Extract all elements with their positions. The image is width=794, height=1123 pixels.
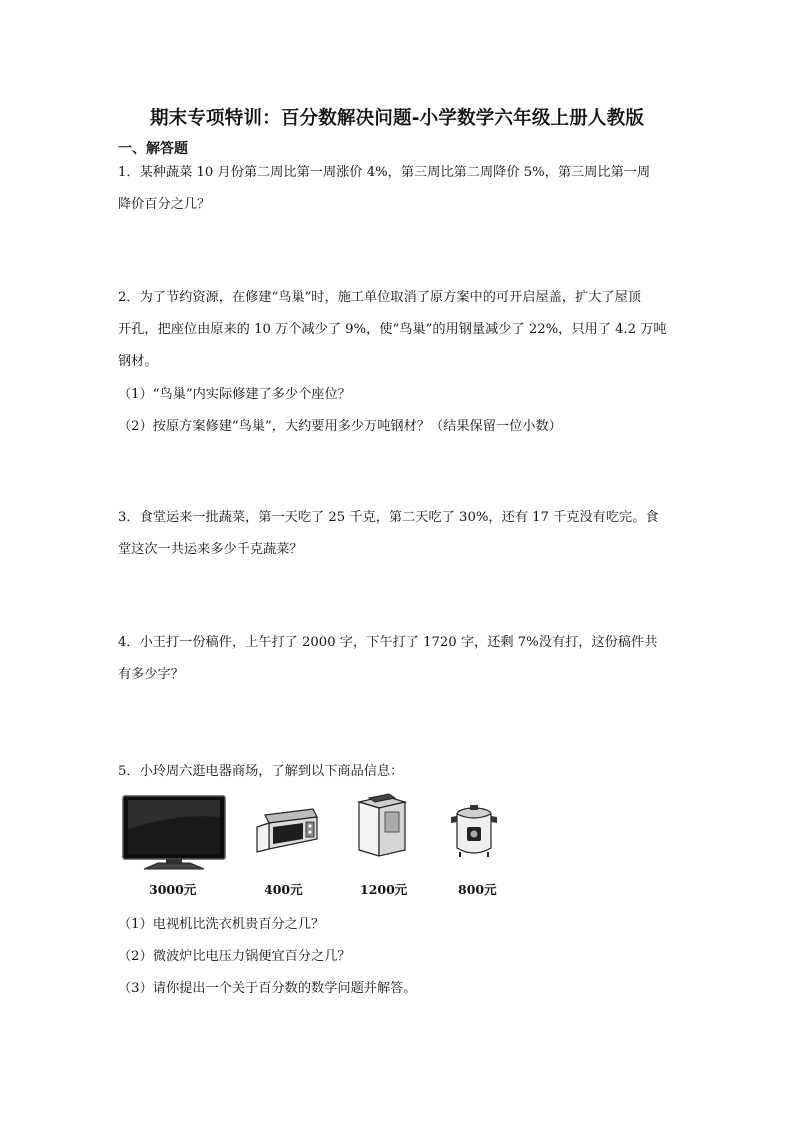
pressure-cooker-icon [448, 802, 500, 862]
question-3 [118, 502, 678, 566]
question-3-line: 3．食堂运来一批蔬菜，第一天吃了 25 千克，第二天吃了 30%，还有 17 千克没有吃完。食 [118, 510, 659, 525]
question-2-line: 钢材。 [118, 354, 158, 369]
question-5-intro: 5．小玲周六逛电器商场，了解到以下商品信息： [118, 764, 404, 779]
price-pressure-cooker: 800元 [458, 882, 497, 897]
question-5-sub-2: （2）微波炉比电压力锅便宜百分之几？ [118, 949, 351, 964]
question-2-line: 2．为了节约资源，在修建“鸟巢”时，施工单位取消了原方案中的可开启屋盖，扩大了屋顶 [118, 290, 641, 305]
question-1-line: 1．某种蔬菜 10 月份第二周比第一周涨价 4%，第三周比第二周降价 5%，第三周比第一周 [118, 165, 651, 180]
price-washing-machine: 1200元 [360, 882, 408, 897]
question-2-sub-1: （1）“鸟巢”内实际修建了多少个座位？ [118, 387, 351, 402]
question-2-sub-2: （2）按原方案修建“鸟巢”，大约要用多少万吨钢材？（结果保留一位小数） [118, 419, 562, 434]
question-1-line: 降价百分之几？ [118, 197, 211, 212]
washing-machine-icon [355, 790, 409, 860]
question-2 [118, 282, 678, 378]
price-tv: 3000元 [149, 882, 197, 897]
question-5-sub-1: （1）电视机比洗衣机贵百分之几？ [118, 917, 325, 932]
page-title: 期末专项特训：百分数解决问题-小学数学六年级上册人教版 [149, 108, 645, 129]
question-2-line: 开孔，把座位由原来的 10 万个减少了 9%，使“鸟巢”的用钢量减少了 22%，只用了 4.2 万吨 [118, 322, 667, 337]
microwave-icon [255, 805, 319, 855]
section-heading: 一、解答题 [118, 141, 188, 157]
price-microwave: 400元 [264, 882, 303, 897]
tv-icon [122, 795, 226, 871]
question-4-line: 4．小王打一份稿件，上午打了 2000 字，下午打了 1720 字，还剩 7%没有打，这份稿件共 [118, 635, 658, 650]
question-4 [118, 627, 678, 691]
question-1 [118, 157, 678, 221]
question-4-line: 有多少字？ [118, 667, 184, 682]
question-3-line: 堂这次一共运来多少千克蔬菜？ [118, 542, 303, 557]
question-5-sub-3: （3）请你提出一个关于百分数的数学问题并解答。 [118, 981, 417, 996]
